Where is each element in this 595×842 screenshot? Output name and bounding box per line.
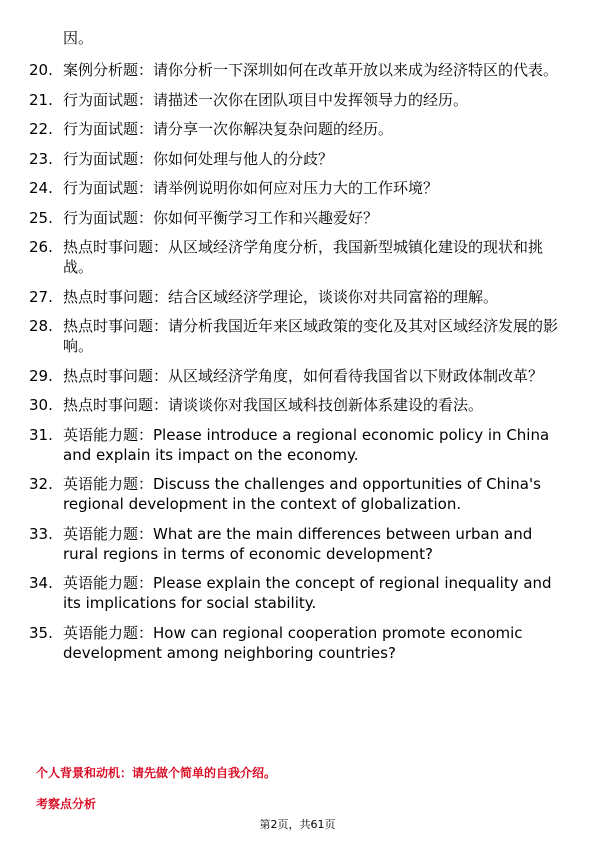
question-text: 热点时事问题：从区域经济学角度分析，我国新型城镇化建设的现状和挑战。	[63, 238, 544, 276]
question-number: 34.	[29, 574, 53, 592]
question-number: 21.	[29, 90, 53, 109]
list-item	[29, 395, 569, 415]
list-item	[29, 573, 569, 613]
list-item	[29, 287, 569, 307]
list-item	[29, 178, 569, 198]
question-number: 33.	[29, 524, 53, 543]
list-item	[29, 623, 569, 663]
list-item	[29, 149, 569, 169]
list-item	[29, 366, 569, 386]
question-number: 20.	[29, 61, 53, 79]
continuation-text: 因。	[63, 29, 94, 47]
question-text: 热点时事问题：结合区域经济学理论，谈谈你对共同富裕的理解。	[63, 287, 499, 306]
question-number: 24.	[29, 179, 53, 197]
question-text: 行为面试题：请描述一次你在团队项目中发挥领导力的经历。	[63, 90, 469, 109]
question-number: 22.	[29, 120, 53, 138]
list-item	[29, 60, 569, 80]
question-list	[29, 60, 569, 672]
list-item	[29, 208, 569, 228]
question-text: 热点时事问题：从区域经济学角度，如何看待我国省以下财政体制改革？	[63, 366, 544, 385]
list-item	[29, 237, 569, 277]
list-item	[29, 524, 569, 564]
question-number: 28.	[29, 317, 53, 335]
question-text: 英语能力题：Please introduce a regional economic policy in China and explain its impact on the economy.	[63, 425, 550, 464]
list-item	[29, 425, 569, 465]
question-text: 行为面试题：请举例说明你如何应对压力大的工作环境？	[63, 179, 439, 197]
list-item	[29, 119, 569, 139]
question-text: 英语能力题：What are the main differences between urban and rural regions in terms of economic development?	[63, 524, 533, 563]
question-number: 30.	[29, 396, 53, 414]
section-heading: 考察点分析	[36, 797, 97, 811]
question-number: 26.	[29, 238, 53, 256]
question-text: 英语能力题：Please explain the concept of regional inequality and its implications for social stability.	[63, 574, 552, 612]
question-text: 行为面试题：请分享一次你解决复杂问题的经历。	[63, 120, 394, 138]
list-item	[29, 474, 569, 514]
question-text: 热点时事问题：请分析我国近年来区域政策的变化及其对区域经济发展的影响。	[63, 317, 559, 355]
list-item	[29, 90, 569, 110]
list-item	[29, 316, 569, 356]
question-number: 27.	[29, 287, 53, 306]
question-number: 35.	[29, 623, 53, 642]
question-number: 29.	[29, 366, 53, 385]
question-text: 案例分析题：请你分析一下深圳如何在改革开放以来成为经济特区的代表。	[63, 61, 559, 79]
page-footer: 第2页，共61页	[259, 818, 336, 831]
question-number: 23.	[29, 149, 53, 168]
question-text: 英语能力题：Discuss the challenges and opportunities of China's regional development in the context of globalization.	[63, 475, 541, 513]
question-text: 行为面试题：你如何处理与他人的分歧？	[63, 149, 334, 168]
question-text: 英语能力题：How can regional cooperation promote economic development among neighboring countries?	[63, 623, 523, 662]
section-note: 个人背景和动机：请先做个简单的自我介绍。	[36, 766, 277, 780]
question-text: 热点时事问题：请谈谈你对我国区域科技创新体系建设的看法。	[63, 396, 484, 414]
question-number: 32.	[29, 475, 53, 493]
question-number: 31.	[29, 425, 53, 444]
question-text: 行为面试题：你如何平衡学习工作和兴趣爱好？	[63, 208, 379, 227]
question-number: 25.	[29, 208, 53, 227]
